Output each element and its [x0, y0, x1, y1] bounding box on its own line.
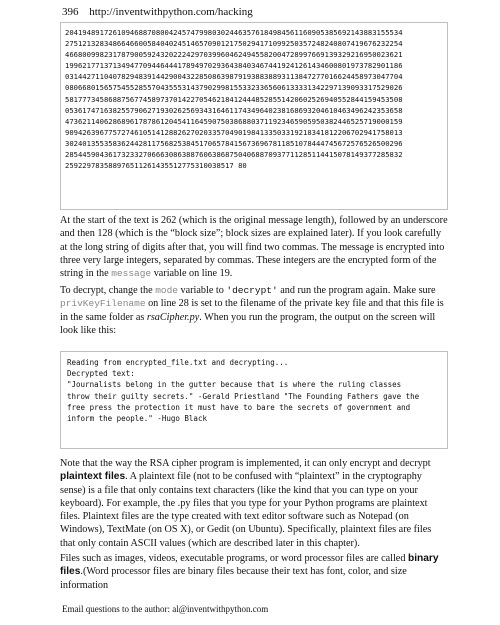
ciphertext-line: 466800998231787900592432022242970399604624945582004728997669139329216950023621 — [65, 50, 403, 60]
text-run: . A plaintext file (not to be confused with “plaintext” in the cryptography sense) is a file that only contains text characters (like the kind that you can type on your keyboard). For example, the .py files that you type for your Python programs are plaintext files. Plaintext files are the type created with text editor software such as Notepad (on Windows), TextMate (on OS X), or Gedit (on Ubuntu). Specifically, plaintext files are files that only contain ASCII values (which are described later in this chapter). — [60, 471, 432, 549]
ciphertext-line: 473621140628689617878612045411645907503868803711923465905950382446525719000159 — [65, 116, 403, 126]
page-footer: Email questions to the author: al@inventwithpython.com — [62, 604, 269, 614]
ciphertext-line: 909426396775727461051412882627020335704901984133503319218341812206702941758013 — [65, 127, 403, 137]
ciphertext-box — [60, 22, 448, 210]
output-line: "Journalists belong in the gutter because that is where the ruling classes — [67, 380, 402, 390]
output-line: free press the protection it must have to bare the secrets of government and — [67, 402, 411, 412]
italic-filename: rsaCipher.py — [146, 311, 200, 323]
inline-code: privKeyFilename — [60, 298, 146, 310]
ciphertext-line: 275121328348664660058404024514657090121750294171099250357248240807419676232254 — [65, 39, 403, 49]
text-run: . When you run the program, the output on the screen will look like this: — [60, 311, 436, 336]
output-line: inform the people." -Hugo Black — [67, 414, 207, 424]
paragraph-plaintext-files — [60, 457, 448, 550]
text-run: variable to — [178, 285, 227, 296]
ciphertext-line: 031442711040782948391442900432285086398791938838893113847277016624458973047704 — [65, 72, 403, 82]
text-run: variable on line 19. — [151, 268, 233, 280]
ciphertext-line: 285445904361732332706663086388760638687504068870937711285114415078149377285832 — [65, 150, 403, 160]
program-output-box — [60, 351, 448, 449]
text-run: and run the program again. Make sure — [277, 285, 436, 296]
output-line: Reading from encrypted_file.txt and decrypting... — [67, 358, 289, 367]
output-line: Decrypted text: — [67, 369, 135, 379]
text-run: Note that the way the RSA cipher program is implemented, it can only encrypt and decrypt — [60, 458, 431, 469]
bold-term: binary files — [60, 553, 439, 578]
ciphertext-line: 259229783588976511261435512775310038517 80 — [65, 161, 247, 171]
ciphertext-line: 302401355358362442811756825384517065784156736967811851078444745672576526500296 — [65, 138, 403, 148]
inline-code: mode — [155, 285, 178, 296]
header-url: http://inventwithpython.com/hacking — [89, 6, 253, 18]
inline-code: 'decrypt' — [226, 285, 278, 296]
paragraph-binary-files — [60, 552, 448, 592]
text-run: .(Word processor files are binary files because their text has font, color, and size information — [60, 566, 407, 591]
ciphertext-line: 199621771371349477094464441789497029364384034674419241261434600801973782901186 — [65, 61, 403, 71]
text-run: At the start of the text is 262 (which is the original message length), followed by an underscore and then 128 (which is the “block size”; block sizes are explained later). If you look carefully at the long string of digits after that, you will find two commas. The message is encrypted into three very large integers, separated by commas. These integers are the encrypted form of the string in the — [60, 215, 448, 280]
paragraph-decrypt-instructions — [60, 284, 448, 337]
inline-code: message — [111, 268, 152, 280]
text-run: Files such as images, videos, executable programs, or word processor files are called — [60, 553, 408, 564]
output-line: throw their guilty secrets." -Gerald Priestland "The Founding Fathers gave the — [67, 391, 420, 401]
text-run: To decrypt, change the — [60, 285, 156, 296]
paragraph-message-explanation — [60, 214, 448, 280]
bold-term: plaintext files — [60, 471, 126, 483]
ciphertext-line: 053617471638255790627193026256934316461174349640238168693204610463496242353658 — [65, 105, 403, 115]
ciphertext-line: 204194891726109468870800424574799803024463576184984561160905385692143883155534 — [65, 28, 403, 37]
ciphertext-line: 080668015657545528557043555314379029981553323365606133331342297139093317529026 — [65, 83, 403, 93]
page-number: 396 — [62, 6, 79, 18]
text-run: on line 28 is set to the filename of the private key file and that this file is in the same folder as — [60, 298, 444, 323]
page-header — [62, 6, 253, 18]
ciphertext-line: 581777345868875677458973701422705462184124448528551420602526940552844159453508 — [65, 94, 403, 104]
